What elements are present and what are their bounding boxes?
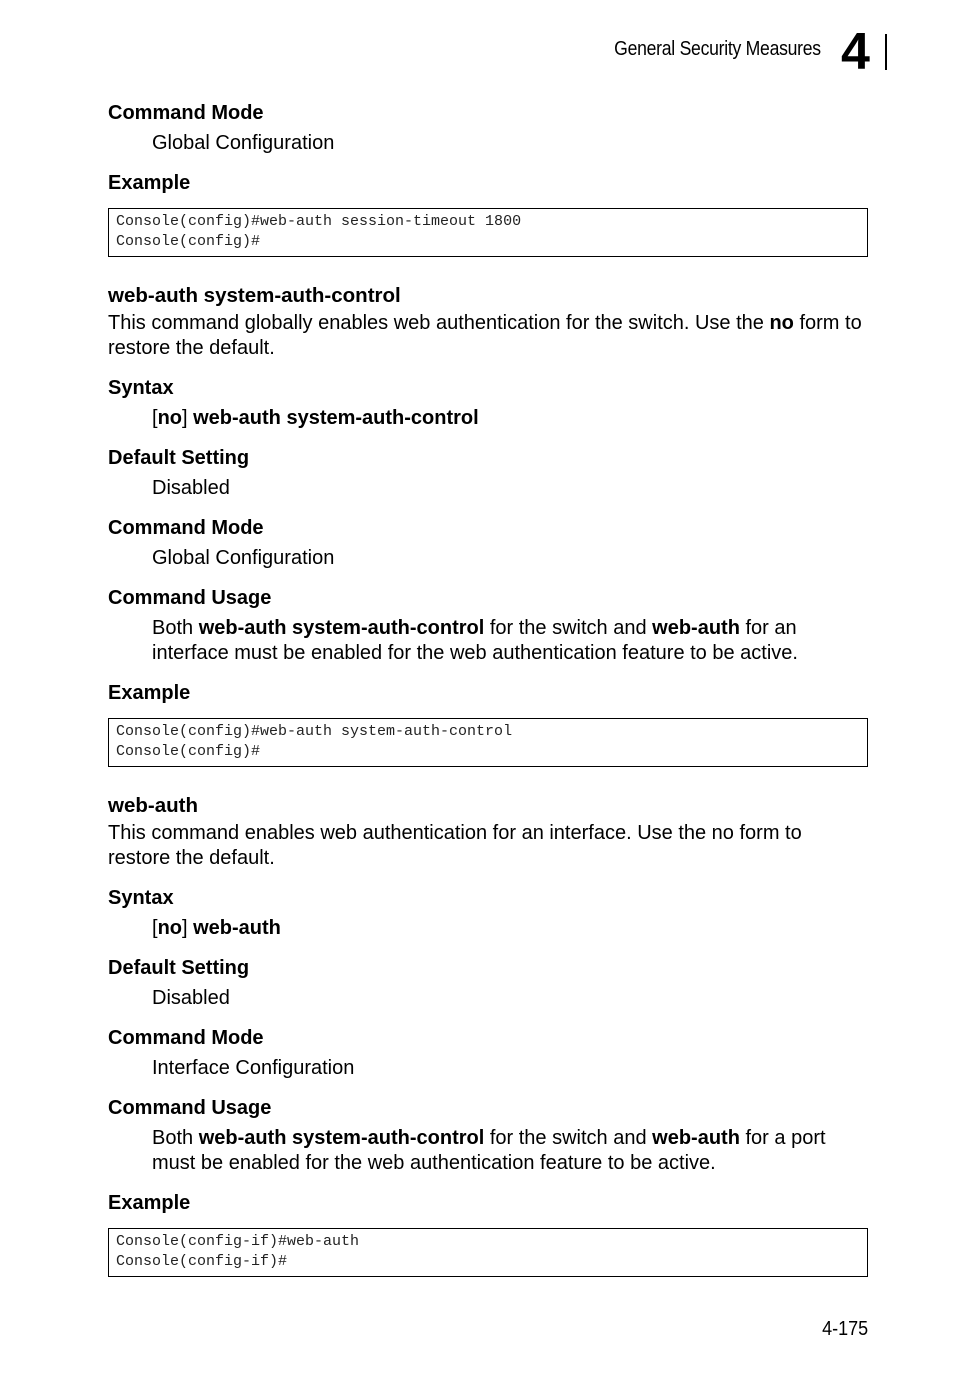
syntax-command: web-auth system-auth-control [193, 407, 479, 429]
default-setting-value: Disabled [152, 477, 230, 499]
command-description [108, 311, 868, 361]
usage-keyword: web-auth system-auth-control [198, 1127, 485, 1149]
code-example [108, 1228, 868, 1277]
code-line: Console(config)#web-auth session-timeout 1800 [116, 213, 522, 230]
command-mode-heading: Command Mode [108, 1027, 264, 1049]
chapter-number: 4 [841, 23, 870, 81]
usage-text: Both [152, 1127, 199, 1149]
chapter-divider [885, 34, 887, 70]
syntax-heading: Syntax [108, 887, 174, 909]
usage-text: for a port must be enabled for the web authentication feature to be active. [152, 1127, 826, 1174]
code-line: Console(config)# [116, 233, 261, 250]
syntax-no-keyword: no [157, 917, 182, 939]
code-line: Console(config)#web-auth system-auth-control [116, 723, 513, 740]
usage-keyword: web-auth system-auth-control [198, 617, 485, 639]
page-content [108, 101, 868, 1277]
default-setting-heading: Default Setting [108, 957, 250, 979]
usage-text: for the switch and [484, 1127, 653, 1149]
code-line: Console(config-if)#web-auth [116, 1233, 360, 1250]
syntax-no-keyword: no [157, 407, 182, 429]
code-example [108, 208, 868, 257]
example-heading: Example [108, 1192, 191, 1214]
syntax-value [108, 406, 868, 431]
usage-text: for an interface must be enabled for the web authentication feature to be active. [152, 617, 798, 664]
desc-keyword: no [769, 312, 794, 334]
usage-keyword: web-auth [652, 617, 740, 639]
usage-text: for the switch and [484, 617, 653, 639]
code-line: Console(config-if)# [116, 1253, 288, 1270]
header-title: General Security Measures [614, 38, 821, 60]
command-mode-value: Interface Configuration [152, 1057, 355, 1079]
command-title: web-auth [108, 794, 198, 817]
syntax-bracket: [ [152, 407, 158, 429]
command-usage-heading: Command Usage [108, 587, 272, 609]
desc-text: form to restore the default. [108, 312, 862, 359]
syntax-value [108, 916, 868, 941]
usage-keyword: web-auth [652, 1127, 740, 1149]
page-number: 4-175 [821, 1318, 868, 1340]
desc-text: This command globally enables web authentication for the switch. Use the [108, 312, 770, 334]
syntax-bracket: [ [152, 917, 158, 939]
usage-text: Both [152, 617, 199, 639]
example-heading: Example [108, 172, 191, 194]
code-example [108, 718, 868, 767]
command-usage-text [108, 616, 868, 666]
command-description: This command enables web authentication for an interface. Use the no form to restore the default. [108, 822, 802, 869]
syntax-command: web-auth [193, 917, 281, 939]
command-title: web-auth system-auth-control [108, 284, 401, 307]
default-setting-heading: Default Setting [108, 447, 250, 469]
syntax-heading: Syntax [108, 377, 174, 399]
command-mode-heading: Command Mode [108, 102, 264, 124]
command-mode-value: Global Configuration [152, 132, 335, 154]
syntax-bracket: ] [182, 917, 194, 939]
command-mode-value: Global Configuration [152, 547, 335, 569]
command-usage-text [108, 1126, 868, 1176]
syntax-bracket: ] [182, 407, 194, 429]
command-usage-heading: Command Usage [108, 1097, 272, 1119]
example-heading: Example [108, 682, 191, 704]
default-setting-value: Disabled [152, 987, 230, 1009]
code-line: Console(config)# [116, 743, 261, 760]
command-mode-heading: Command Mode [108, 517, 264, 539]
